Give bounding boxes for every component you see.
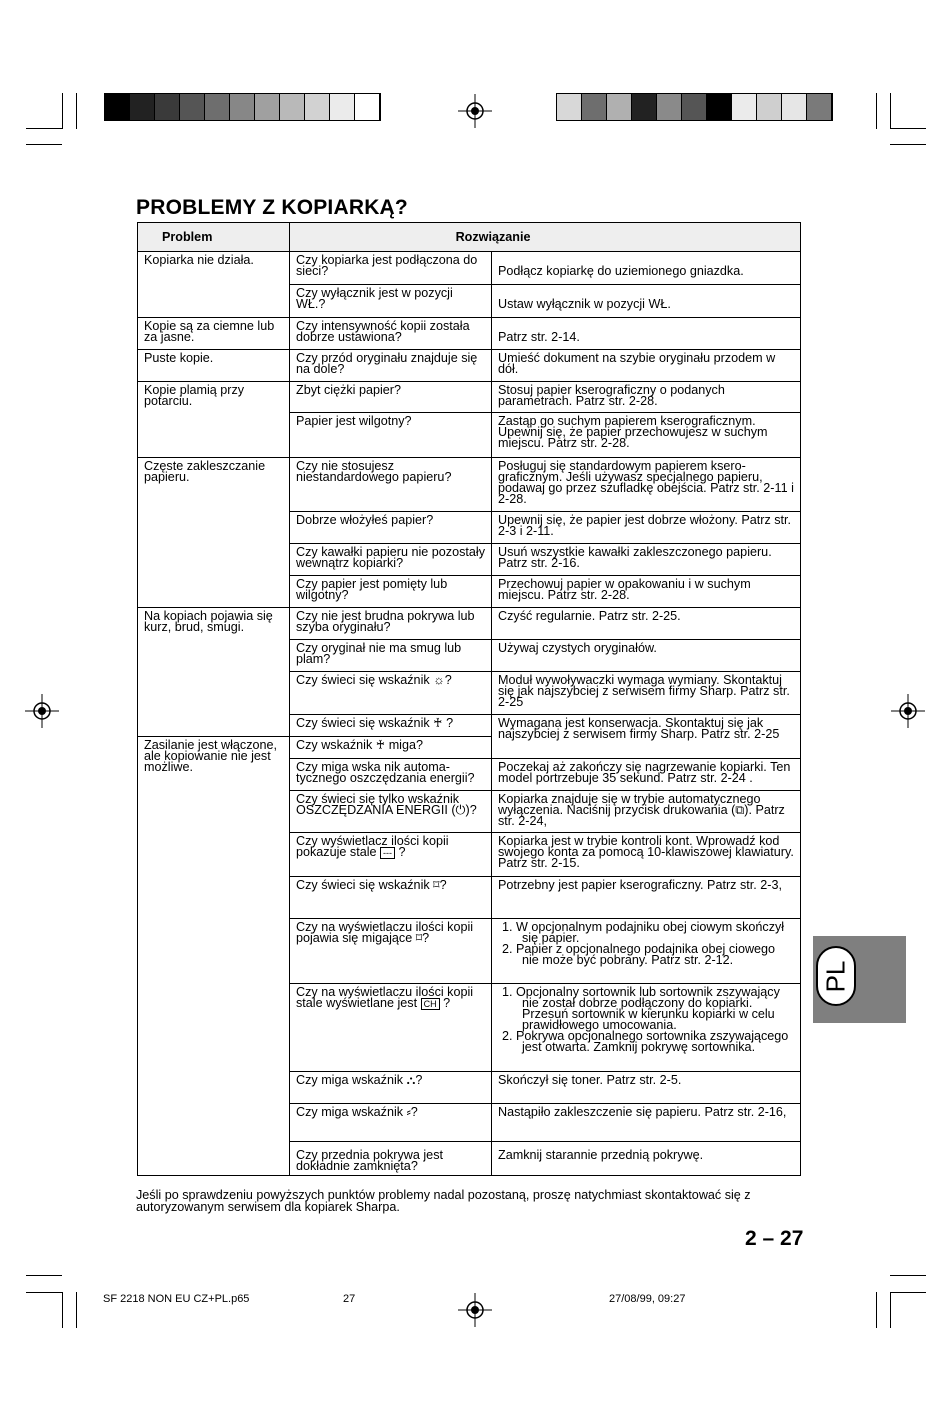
color-swatch <box>230 94 255 120</box>
color-swatch <box>632 94 657 120</box>
solution-cell: Usuń wszystkie kawałki zakleszczonego papieru. Patrz str. 2-16. <box>492 544 801 576</box>
color-swatch <box>280 94 305 120</box>
page-title: PROBLEMY Z KOPIARKĄ? <box>136 196 408 219</box>
check-cell: Czy intensywność kopii została dobrze ustawiona? <box>290 318 492 350</box>
color-swatch <box>732 94 757 120</box>
solution-cell: Poczekaj aż zakończy się nagrzewanie kopiarki. Ten model portrzebuje 35 sekund. Patrz str. 2-24 . <box>492 759 801 791</box>
solution-cell: Nastąpiło zakleszczenie się papieru. Patrz str. 2-16, <box>492 1104 801 1142</box>
solution-cell: Kopiarka znajduje się w trybie automatycznego wyłączenia. Naciśnij przycisk drukowania (⧉). Patrz str. 2-24, <box>492 791 801 833</box>
problem-cell: Kopie są za ciemne lub za jasne. <box>138 318 290 350</box>
table-header-row <box>138 223 801 252</box>
problem-cell: Częste zakleszczanie papieru. <box>138 458 290 608</box>
color-swatch <box>657 94 682 120</box>
check-cell: Czy świeci się wskaźnik ☼? <box>290 672 492 715</box>
solution-cell <box>492 984 801 1072</box>
check-cell: Dobrze włożyłeś papier? <box>290 512 492 544</box>
solution-cell: Posługuj się standardowym papierem ksero-graficznym. Jeśli używasz specjalnego papieru, podawaj go przez szufladkę obejścia. Patrz str. 2-11 i 2-28. <box>492 458 801 512</box>
check-cell: Czy papier jest pomięty lub wilgotny? <box>290 576 492 608</box>
check-cell: Czy miga wska nik automa-tycznego oszczędzania energii? <box>290 759 492 791</box>
check-cell: Czy świeci się tylko wskaźnik OSZCZĘDZANIA ENERGII (⏻)? <box>290 791 492 833</box>
footer-date: 27/08/99, 09:27 <box>609 1293 686 1305</box>
solution-list-item: 2. Papier z opcjonalnego podajnika obej ciowego nie może być pobrany. Patrz str. 2-12. <box>502 942 776 967</box>
solution-cell: Patrz str. 2-14. <box>492 318 801 350</box>
check-cell: Czy nie stosujesz niestandardowego papieru? <box>290 458 492 512</box>
check-cell: Czy wyłącznik jest w pozycji WŁ.? <box>290 285 492 318</box>
solution-cell: Potrzebny jest papier kserograficzny. Patrz str. 2-3, <box>492 877 801 919</box>
dashes-display-icon: --- <box>380 847 395 859</box>
color-swatch <box>180 94 205 120</box>
footer-page: 27 <box>343 1293 356 1305</box>
color-swatch <box>205 94 230 120</box>
problem-cell: Na kopiach pojawia się kurz, brud, smugi. <box>138 608 290 737</box>
troubleshooting-table <box>137 222 801 1176</box>
solution-list-item: 1. Opcjonalny sortownik lub sortownik zszywający nie został dobrze podłączony do kopiarki. Przesuń sortownik w kierunku kopiarki w celu prawidłowego umocowania. <box>502 985 780 1032</box>
color-swatch <box>807 94 832 120</box>
check-cell: Czy oryginał nie ma smug lub plam? <box>290 640 492 672</box>
color-swatch <box>355 94 380 120</box>
registration-mark-icon <box>891 694 925 728</box>
ch-display-icon: CH <box>421 998 440 1010</box>
header-problem: Problem <box>138 223 290 252</box>
color-swatch <box>607 94 632 120</box>
table-row <box>138 382 801 413</box>
language-tab-label: PL <box>816 946 856 1006</box>
color-swatch <box>582 94 607 120</box>
color-swatch <box>155 94 180 120</box>
check-cell: Czy przednia pokrywa jest dokładnie zamknięta? <box>290 1142 492 1176</box>
registration-mark-icon <box>458 94 492 128</box>
color-swatch <box>305 94 330 120</box>
solution-cell: Zamknij starannie przednią pokrywę. <box>492 1142 801 1176</box>
color-swatch <box>707 94 732 120</box>
header-solution: Rozwiązanie <box>290 223 801 252</box>
solution-cell: Umieść dokument na szybie oryginału przodem w dół. <box>492 350 801 382</box>
solution-cell: Ustaw wyłącznik w pozycji WŁ. <box>492 285 801 318</box>
check-cell: Czy wyświetlacz ilości kopii pokazuje stale --- ? <box>290 833 492 877</box>
solution-cell <box>492 919 801 984</box>
check-cell: Czy wskaźnik ♰ miga? <box>290 737 492 759</box>
table-row <box>138 252 801 285</box>
solution-cell: Podłącz kopiarkę do uziemionego gniazdka. <box>492 252 801 285</box>
table-row <box>138 350 801 382</box>
table-row <box>138 458 801 512</box>
check-cell: Czy przód oryginału znajduje się na dole? <box>290 350 492 382</box>
solution-cell: Kopiarka jest w trybie kontroli kont. Wprowadź kod swojego konta za pomocą 10-klawiszowej klawiatury. Patrz str. 2-15. <box>492 833 801 877</box>
table-row <box>138 318 801 350</box>
color-swatch <box>130 94 155 120</box>
problem-cell: Puste kopie. <box>138 350 290 382</box>
solution-cell: Skończył się toner. Patrz str. 2-5. <box>492 1072 801 1104</box>
solution-cell: Zastąp go suchym papierem kserograficznym. Upewnij się, że papier przechowujesz w suchym miejscu. Patrz str. 2-28. <box>492 413 801 458</box>
solution-cell: Stosuj papier kserograficzny o podanych parametrach. Patrz str. 2-28. <box>492 382 801 413</box>
solution-cell: Przechowuj papier w opakowaniu i w suchym miejscu. Patrz str. 2-28. <box>492 576 801 608</box>
color-swatch <box>105 94 130 120</box>
color-swatch <box>757 94 782 120</box>
color-swatch <box>330 94 355 120</box>
check-cell: Czy miga wskaźnik ⸗? <box>290 1104 492 1142</box>
check-cell: Czy nie jest brudna pokrywa lub szyba oryginału? <box>290 608 492 640</box>
problem-cell: Zasilanie jest włączone, ale kopiowanie nie jest możliwe. <box>138 737 290 1176</box>
solution-cell: Moduł wywoływaczki wymaga wymiany. Skontaktuj się jak najszybciej z serwisem firmy Sharp. Patrz str. 2-25 <box>492 672 801 715</box>
color-calibration-bar-left <box>104 93 381 121</box>
color-swatch <box>682 94 707 120</box>
footnote: Jeśli po sprawdzeniu powyższych punktów problemy nadal pozostaną, proszę natychmiast skontaktować się z autoryzowanym serwisem dla kopiarek Sharpa. <box>136 1188 751 1214</box>
check-cell: Czy na wyświetlaczu ilości kopii pojawia się migające ⌑? <box>290 919 492 984</box>
problem-cell: Kopiarka nie działa. <box>138 252 290 318</box>
solution-cell: Upewnij się, że papier jest dobrze włożony. Patrz str. 2-3 i 2-11. <box>492 512 801 544</box>
check-cell: Czy świeci się wskaźnik ⌑? <box>290 877 492 919</box>
check-cell: Czy kopiarka jest podłączona do sieci? <box>290 252 492 285</box>
check-cell: Czy kawałki papieru nie pozostały wewnątrz kopiarki? <box>290 544 492 576</box>
solution-cell: Używaj czystych oryginałów. <box>492 640 801 672</box>
check-cell: Czy miga wskaźnik ⛬? <box>290 1072 492 1104</box>
registration-mark-icon <box>25 694 59 728</box>
check-cell: Czy świeci się wskaźnik ♰ ? <box>290 715 492 737</box>
problem-cell: Kopie plamią przy potarciu. <box>138 382 290 458</box>
page-number: 2 – 27 <box>745 1227 804 1250</box>
check-cell: Czy na wyświetlaczu ilości kopii stale wyświetlane jest CH ? <box>290 984 492 1072</box>
color-swatch <box>557 94 582 120</box>
solution-list-item: 2. Pokrywa opcjonalnego sortownika zszywającego jest otwarta. Zamknij pokrywę sortownika. <box>502 1029 789 1054</box>
color-swatch <box>782 94 807 120</box>
solution-cell: Czyść regularnie. Patrz str. 2-25. <box>492 608 801 640</box>
registration-mark-icon <box>458 1293 492 1327</box>
solution-cell: Wymagana jest konserwacja. Skontaktuj się jak najszybciej z serwisem firmy Sharp. Patrz str. 2-25 <box>492 715 801 759</box>
color-swatch <box>255 94 280 120</box>
solution-list-item: 1. W opcjonalnym podajniku obej ciowym skończył się papier. <box>502 920 785 945</box>
color-calibration-bar-right <box>556 93 833 121</box>
check-cell: Papier jest wilgotny? <box>290 413 492 458</box>
table-row <box>138 608 801 640</box>
footer-file: SF 2218 NON EU CZ+PL.p65 <box>103 1293 250 1305</box>
check-cell: Zbyt ciężki papier? <box>290 382 492 413</box>
